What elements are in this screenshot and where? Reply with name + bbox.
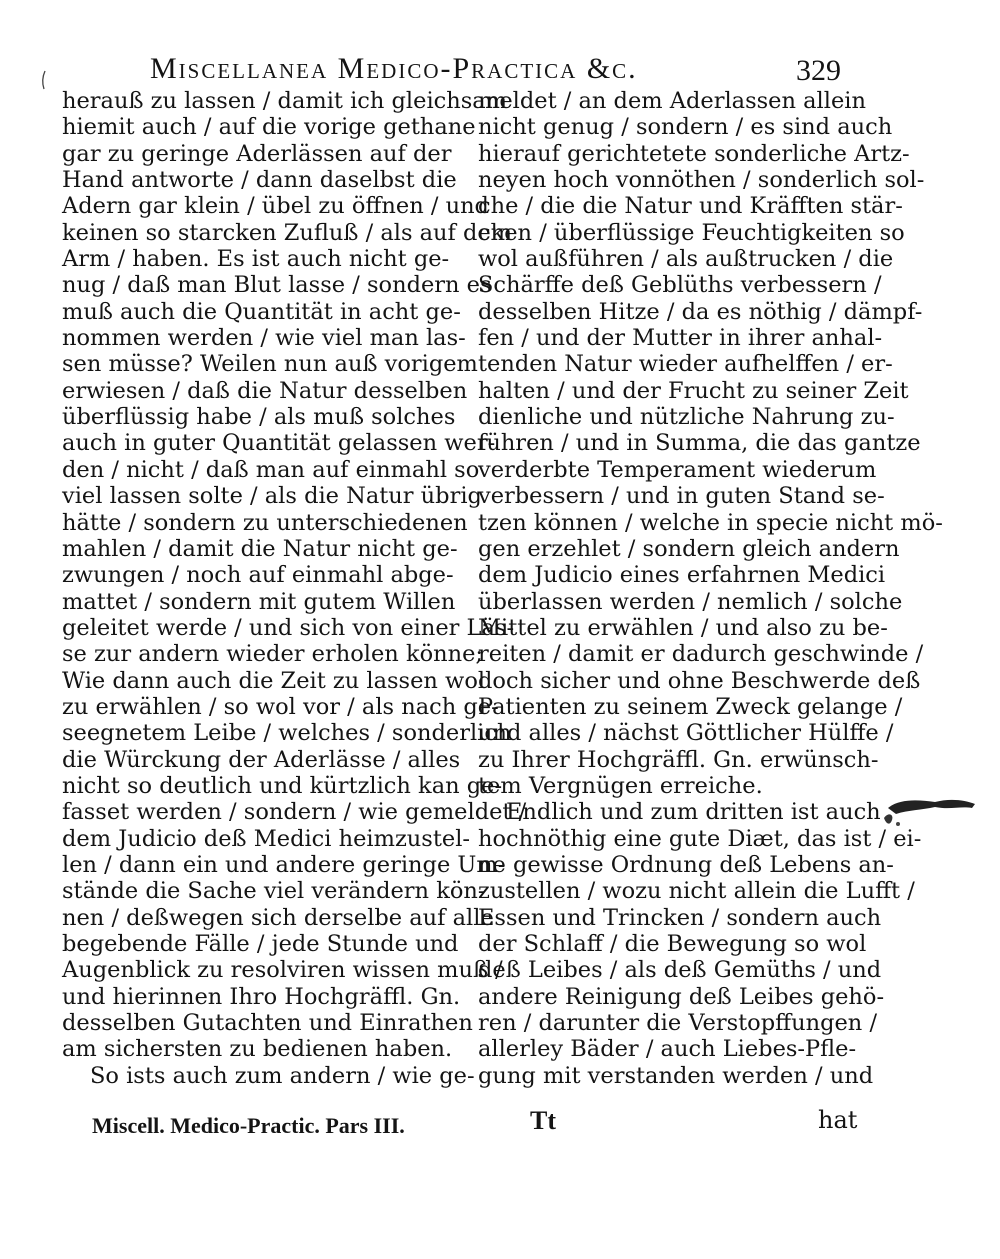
text-line: Augenblick zu resolviren wissen muß / [62, 957, 503, 984]
text-line: se zur andern wieder erholen könne; [62, 641, 484, 668]
text-line: ne gewisse Ordnung deß Lebens an- [478, 851, 894, 878]
text-line: len / dann ein und andere geringe Um- [62, 851, 506, 878]
text-line: hiemit auch / auf die vorige gethane [62, 114, 476, 141]
text-line: desselben Hitze / da es nöthig / dämpf- [478, 298, 923, 325]
text-line: den / nicht / daß man auf einmahl so [62, 456, 480, 483]
text-line: Arm / haben. Es ist auch nicht ge- [62, 246, 450, 273]
text-line: hierauf gerichtetete sonderliche Artz- [478, 140, 910, 167]
text-line: So ists auch zum andern / wie ge- [90, 1062, 475, 1089]
text-line: Essen und Trincken / sondern auch [478, 904, 882, 931]
text-line: nen / deßwegen sich derselbe auf alle [62, 904, 494, 931]
text-line: nicht genug / sondern / es sind auch [478, 114, 893, 141]
text-line: die Würckung der Aderlässe / alles [62, 746, 461, 773]
text-line: Mittel zu erwählen / und also zu be- [478, 614, 888, 641]
right-column [478, 88, 943, 1089]
text-line: zwungen / noch auf einmahl abge- [62, 562, 454, 589]
ink-blot [880, 780, 980, 840]
text-line: nicht so deutlich und kürtzlich kan ge- [62, 772, 503, 799]
text-line: hätte / sondern zu unterschiedenen [62, 509, 468, 536]
text-line: gung mit verstanden werden / und [478, 1062, 874, 1089]
margin-mark [40, 70, 48, 90]
text-line: neyen hoch vonnöthen / sonderlich sol- [478, 167, 925, 194]
text-line: tem Vergnügen erreiche. [478, 772, 763, 799]
text-line: reiten / damit er dadurch geschwinde / [478, 641, 924, 668]
text-line: geleitet werde / und sich von einer Läs- [62, 614, 515, 641]
text-line: verbessern / und in guten Stand se- [478, 483, 885, 510]
signature-line: Miscell. Medico-Practic. Pars III. [92, 1113, 405, 1138]
text-line: keinen so starcken Zufluß / als auf dem [62, 219, 513, 246]
text-line: am sichersten zu bedienen haben. [62, 1036, 453, 1063]
text-line: tzen können / welche in specie nicht mö- [478, 509, 943, 536]
signature-mark: Tt [530, 1106, 556, 1135]
text-line: zu Ihrer Hochgräffl. Gn. erwünsch- [478, 746, 879, 773]
text-line: und hierinnen Ihro Hochgräffl. Gn. [62, 983, 461, 1010]
text-line: Hand antworte / dann daselbst die [62, 167, 457, 194]
text-line: seegnetem Leibe / welches / sonderlich [62, 720, 512, 747]
text-line: che / die die Natur und Kräfften stär- [478, 193, 903, 220]
text-line: überflüssig habe / als muß solches [62, 404, 456, 431]
text-line: mahlen / damit die Natur nicht ge- [62, 535, 458, 562]
text-line: Adern gar klein / übel zu öffnen / und [62, 193, 489, 220]
text-line: tenden Natur wieder aufhelffen / er- [478, 351, 893, 378]
text-line: dem Judicio deß Medici heimzustel- [62, 825, 470, 852]
text-line: Patienten zu seinem Zweck gelange / [478, 693, 903, 720]
text-line: muß auch die Quantität in acht ge- [62, 298, 461, 325]
text-line: begebende Fälle / jede Stunde und [62, 931, 459, 957]
catchword: hat [818, 1106, 858, 1134]
left-column [62, 88, 527, 1089]
text-line: stände die Sache viel verändern kön- [62, 878, 486, 905]
text-line: desselben Gutachten und Einrathen [62, 1010, 473, 1037]
text-line: viel lassen solte / als die Natur übrig [62, 483, 482, 510]
text-line: mattet / sondern mit gutem Willen [62, 588, 456, 615]
text-line: Wie dann auch die Zeit zu lassen wol [62, 667, 486, 694]
text-line: fasset werden / sondern / wie gemeldet / [62, 799, 527, 826]
text-line: hochnöthig eine gute Diæt, das ist / ei- [478, 825, 922, 852]
text-line: verderbte Temperament wiederum [478, 456, 877, 483]
text-line: auch in guter Quantität gelassen wer- [62, 430, 496, 457]
text-line: dem Judicio eines erfahrnen Medici [478, 562, 886, 589]
text-line: gar zu geringe Aderlässen auf der [62, 140, 452, 167]
text-line: cken / überflüssige Feuchtigkeiten so [478, 219, 905, 246]
text-line: doch sicher und ohne Beschwerde deß [478, 667, 921, 694]
text-line: der Schlaff / die Bewegung so wol [478, 931, 867, 957]
text-line: wol außführen / als außtrucken / die [478, 246, 894, 273]
text-line: meldet / an dem Aderlassen allein [478, 88, 866, 114]
text-line: gen erzehlet / sondern gleich andern [478, 535, 900, 562]
text-line: überlassen werden / nemlich / solche [478, 588, 903, 615]
text-line: dienliche und nützliche Nahrung zu- [478, 404, 895, 431]
text-line: allerley Bäder / auch Liebes-Pfle- [478, 1036, 857, 1063]
text-line: Endlich und zum dritten ist auch [506, 799, 881, 826]
text-line: nug / daß man Blut lasse / sondern es [62, 272, 492, 299]
text-line: zustellen / wozu nicht allein die Lufft / [478, 878, 915, 905]
text-line: deß Leibes / als deß Gemüths / und [478, 957, 882, 984]
text-line: zu erwählen / so wol vor / als nach ge- [62, 693, 499, 720]
text-line: halten / und der Frucht zu seiner Zeit [478, 377, 909, 404]
running-head: Miscellanea Medico-Practica &c. [150, 52, 638, 85]
text-line: sen müsse? Weilen nun auß vorigem [62, 351, 478, 378]
text-line: andere Reinigung deß Leibes gehö- [478, 983, 885, 1010]
text-line: Schärffe deß Geblüths verbessern / [478, 272, 882, 299]
text-line: und alles / nächst Göttlicher Hülffe / [478, 720, 894, 747]
text-line: herauß zu lassen / damit ich gleichsam [62, 88, 508, 114]
text-line: ren / darunter die Verstopffungen / [478, 1010, 878, 1037]
text-line: nommen werden / wie viel man las- [62, 325, 466, 352]
text-line: erwiesen / daß die Natur desselben [62, 377, 468, 404]
text-line: führen / und in Summa, die das gantze [478, 430, 921, 457]
text-line: fen / und der Mutter in ihrer anhal- [478, 325, 883, 352]
page-number: 329 [796, 54, 841, 87]
